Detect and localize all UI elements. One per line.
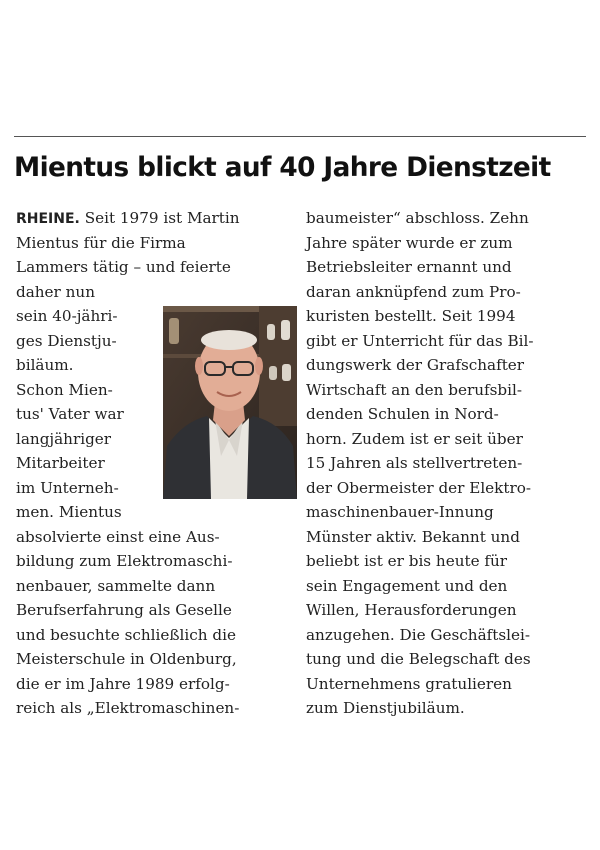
body-line: sein Engagement und den — [306, 576, 508, 595]
top-rule — [14, 136, 586, 137]
body-line: Willen, Herausforderungen — [306, 601, 517, 619]
body-line: Münster aktiv. Bekannt und — [306, 527, 520, 546]
body-line: Meisterschule in Oldenburg, — [16, 650, 237, 668]
body-line: horn. Zudem ist er seit über — [306, 429, 523, 448]
body-line: im Unterneh- — [16, 478, 119, 497]
body-line: dungswerk der Grafschafter — [306, 356, 525, 374]
body-line: sein 40-jähri- — [16, 307, 118, 325]
body-line: die er im Jahre 1989 erfolg- — [16, 674, 230, 693]
body-line: baumeister“ abschloss. Zehn — [306, 209, 529, 227]
body-line: beliebt ist er bis heute für — [306, 552, 508, 570]
body-line: daran anknüpfend zum Pro- — [306, 282, 521, 301]
body-line: gibt er Unterricht für das Bil- — [306, 331, 534, 350]
body-line: bildung zum Elektromaschi- — [16, 552, 233, 570]
body-line: nenbauer, sammelte dann — [16, 576, 216, 595]
body-line: Wirtschaft an den berufsbil- — [306, 380, 522, 399]
body-line: und besuchte schließlich die — [16, 625, 236, 644]
body-line: Berufserfahrung als Geselle — [16, 601, 232, 619]
dateline: RHEINE. — [16, 211, 80, 227]
body-line: reich als „Elektromaschinen- — [16, 699, 240, 717]
body-line: ges Dienstju- — [16, 331, 117, 350]
body-line: kuristen bestellt. Seit 1994 — [306, 307, 516, 325]
body-line: Schon Mien- — [16, 380, 113, 399]
body-line: 15 Jahren als stellvertreten- — [306, 454, 523, 472]
body-line: Mitarbeiter — [16, 454, 105, 472]
body-line: langjähriger — [16, 429, 112, 448]
body-line: tus' Vater war — [16, 405, 124, 423]
body-line: Betriebsleiter ernannt und — [306, 258, 512, 276]
body-line: Lammers tätig – und feierte — [16, 258, 231, 276]
body-line: Unternehmens gratulieren — [306, 674, 512, 693]
portrait-photo — [163, 306, 297, 499]
body-line: Jahre später wurde er zum — [306, 233, 513, 252]
body-line: der Obermeister der Elektro- — [306, 478, 532, 497]
body-line: tung und die Belegschaft des — [306, 650, 531, 668]
body-line: biläum. — [16, 356, 74, 374]
body-line: anzugehen. Die Geschäftslei- — [306, 625, 530, 644]
body-line: men. Mientus — [16, 503, 122, 521]
body-line: zum Dienstjubiläum. — [306, 699, 465, 717]
body-line: Mientus für die Firma — [16, 233, 186, 252]
body-line: absolvierte einst eine Aus- — [16, 527, 220, 546]
body-line: RHEINE. Seit 1979 ist Martin — [16, 209, 240, 227]
body-line: maschinenbauer-Innung — [306, 503, 494, 521]
headline: Mientus blickt auf 40 Jahre Dienstzeit — [14, 152, 551, 183]
article-column-right — [306, 206, 590, 721]
body-line: daher nun — [16, 282, 95, 301]
body-line: denden Schulen in Nord- — [306, 405, 499, 423]
